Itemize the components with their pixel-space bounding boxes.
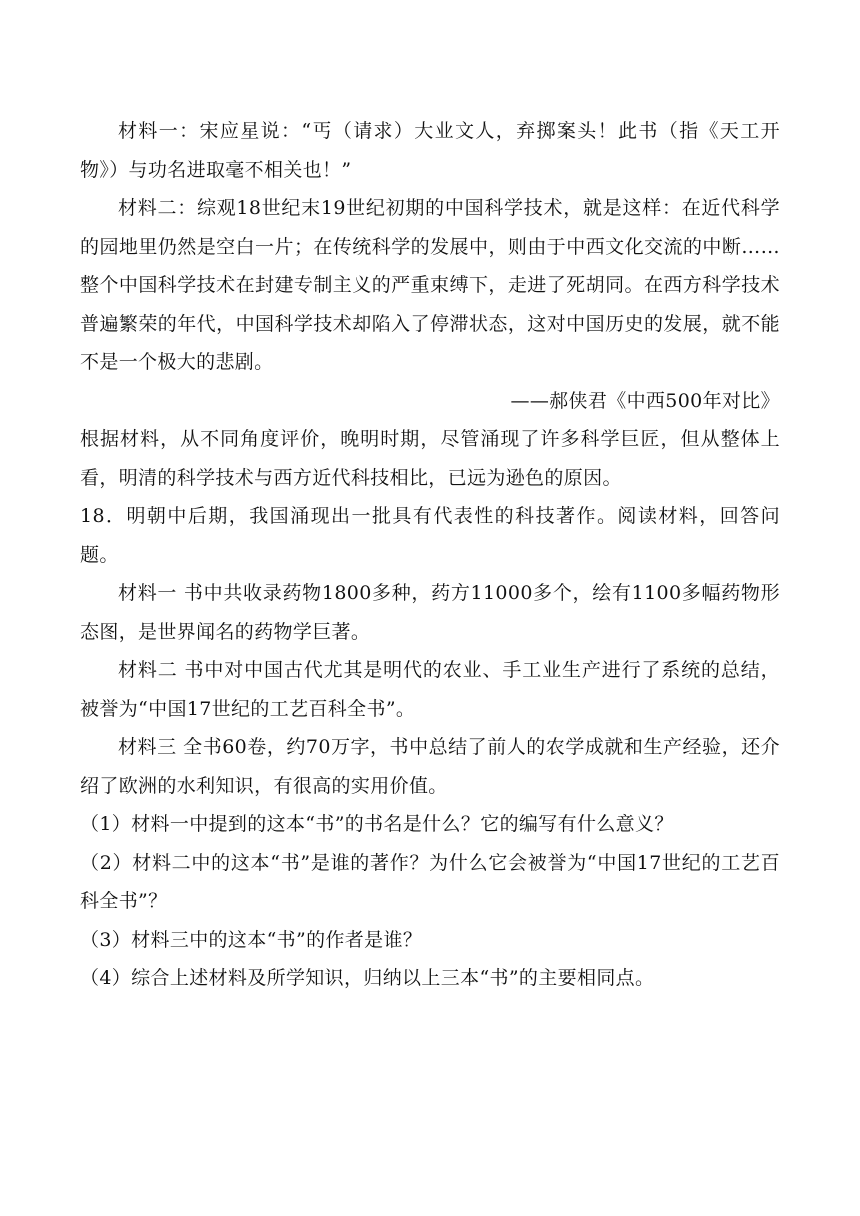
q18-subquestion-4: （4）综合上述材料及所学知识，归纳以上三本“书”的主要相同点。 — [80, 967, 655, 989]
q17-material-2: 材料二：综观18世纪末19世纪初期的中国科学技术，就是这样：在近代科学的园地里仍然是空白一片；在传统科学的发展中，则由于中西文化交流的中断……整个中国科学技术在封建专制主义的严重束缚下，走进了死胡同。在西方科学技术普遍繁荣的年代，中国科学技术却陷入了停滞状态，这对中国历史的发展，就不能不是一个极大的悲剧。 — [80, 197, 780, 373]
q18-material-2: 材料二 书中对中国古代尤其是明代的农业、手工业生产进行了系统的总结，被誉为“中国17世纪的工艺百科全书”。 — [80, 659, 780, 720]
q18-subquestion-1: （1）材料一中提到的这本“书”的书名是什么？它的编写有什么意义？ — [80, 813, 674, 835]
document-content — [80, 112, 780, 998]
q18-stem: 18．明朝中后期，我国涌现出一批具有代表性的科技著作。阅读材料，回答问题。 — [80, 505, 780, 566]
q17-question: 根据材料，从不同角度评价，晚明时期，尽管涌现了许多科学巨匠，但从整体上看，明清的科学技术与西方近代科技相比，已远为逊色的原因。 — [80, 428, 780, 489]
q17-source-citation: ——郝侠君《中西500年对比》 — [510, 389, 780, 412]
q18-subquestion-3: （3）材料三中的这本“书”的作者是谁？ — [80, 928, 423, 951]
q18-subquestion-2: （2）材料二中的这本“书”是谁的著作？为什么它会被誉为“中国17世纪的工艺百科全书”？ — [80, 851, 780, 912]
q17-material-1: 材料一：宋应星说：“丐（请求）大业文人，弃掷案头！此书（指《天工开物》）与功名进取毫不相关也！” — [80, 120, 780, 181]
q18-material-3: 材料三 全书60卷，约70万字，书中总结了前人的农学成就和生产经验，还介绍了欧洲的水利知识，有很高的实用价值。 — [80, 736, 780, 797]
q18-material-1: 材料一 书中共收录药物1800多种，药方11000多个，绘有1100多幅药物形态图，是世界闻名的药物学巨著。 — [80, 582, 780, 643]
